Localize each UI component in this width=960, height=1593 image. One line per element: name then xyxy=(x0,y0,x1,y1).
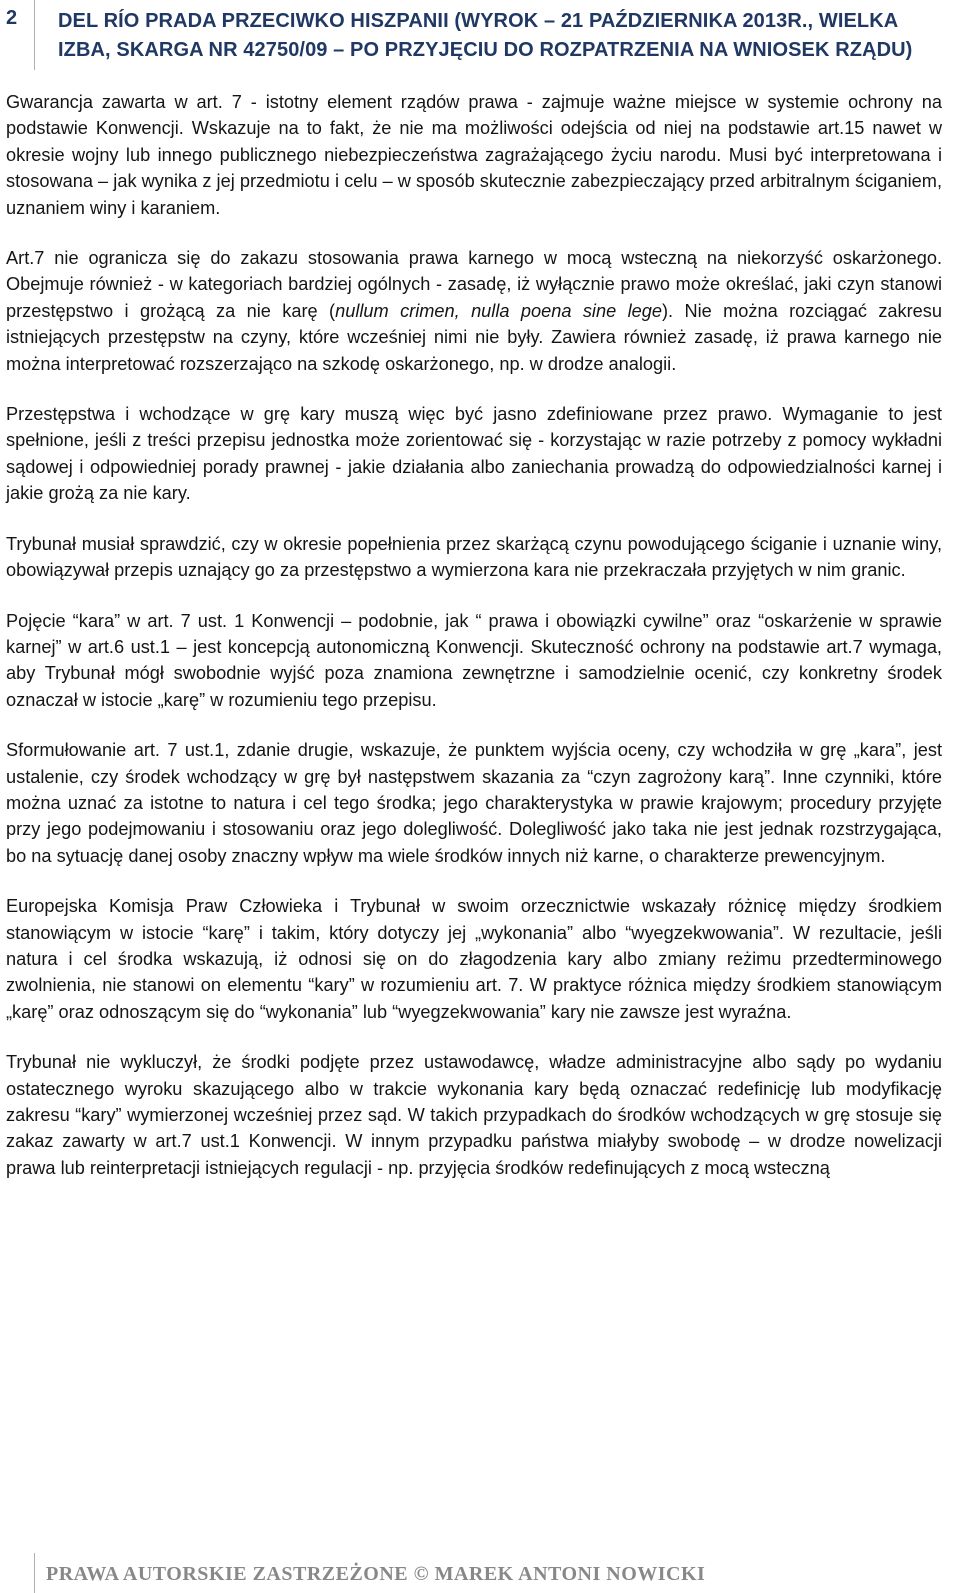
document-body xyxy=(6,89,942,1205)
latin-maxim: nullum crimen, nulla poena sine lege xyxy=(335,300,662,321)
paragraph-3: Przestępstwa i wchodzące w grę kary muszą więc być jasno zdefiniowane przez prawo. Wymaganie to jest spełnione, jeśli z treści przepisu jednostka może zorientować się - korzystając w razie potrzeby z pomocy wykładni sądowej i odpowiedniej porady prawnej - jakie działania albo zaniechania prowadzą do odpowiedzialności karnej i jakie grożą za nie kary. xyxy=(6,404,942,504)
paragraph-2-part-a: Art.7 nie ogranicza się do zakazu stosowania prawa karnego w mocą wsteczną na niekorzyść oskarżonego. Obejmuje również - w kategoriach bardziej ogólnych - zasadę, iż wyłącznie prawo może określać, jaki czyn stanowi przestępstwo i grożącą za nie karę ( xyxy=(6,248,942,321)
page-number: 2 xyxy=(6,7,18,29)
document-title: DEL RÍO PRADA PRZECIWKO HISZPANII (WYROK – 21 PAŹDZIERNIKA 2013R., WIELKA IZBA, SKARGA NR 42750/09 – PO PRZYJĘCIU DO ROZPATRZENIA NA WNIOSEK RZĄDU) xyxy=(58,10,913,61)
paragraph-5: Pojęcie “kara” w art. 7 ust. 1 Konwencji – podobnie, jak “ prawa i obowiązki cywilne” oraz “oskarżenie w sprawie karnej” w art.6 ust.1 – jest koncepcją autonomiczną Konwencji. Skuteczność ochrony na podstawie art.7 wymaga, aby Trybunał mógł swobodnie wyjść poza znamiona zewnętrzne i samodzielnie ocenić, czy konkretny środek oznaczał w istocie „karę” w rozumieniu tego przepisu. xyxy=(6,610,942,710)
paragraph-8: Trybunał nie wykluczył, że środki podjęte przez ustawodawcę, władze administracyjne albo sądy po wydaniu ostatecznego wyroku skazującego albo w trakcie wykonania kary będą oznaczać redefinicję lub modyfikację zakresu “kary” wymierzonej wcześniej przez sąd. W takich przypadkach do środków wchodzących w grę stosuje się zakaz zawarty w art.7 ust.1 Konwencji. W innym przypadku państwa miałyby swobodę – w drodze nowelizacji prawa lub reinterpretacji istniejących regulacji - np. przyjęcia środków redefinujących z mocą wsteczną xyxy=(6,1052,942,1178)
paragraph-4: Trybunał musiał sprawdzić, czy w okresie popełnienia przez skarżącą czynu powodującego ściganie i uznanie winy, obowiązywał przepis uznający go za przestępstwo a wymierzona kara nie przekraczała przyjętych w nim granic. xyxy=(6,533,942,581)
header-divider xyxy=(34,0,35,70)
page-header xyxy=(0,0,960,80)
paragraph-1: Gwarancja zawarta w art. 7 - istotny element rządów prawa - zajmuje ważne miejsce w systemie ochrony na podstawie Konwencji. Wskazuje na to fakt, że nie ma możliwości odejścia od niej na podstawie art.15 nawet w okresie wojny lub innego publicznego niebezpieczeństwa zagrażającego życiu narodu. Musi być interpretowana i stosowana – jak wynika z jej przedmiotu i celu – w sposób skutecznie zabezpieczający przed arbitralnym ściganiem, uznaniem winy i karaniem. xyxy=(6,92,942,218)
footer-divider xyxy=(34,1553,35,1593)
copyright-notice: PRAWA AUTORSKIE ZASTRZEŻONE © MAREK ANTONI NOWICKI xyxy=(46,1563,706,1585)
page-footer xyxy=(0,1553,960,1593)
paragraph-7: Europejska Komisja Praw Człowieka i Trybunał w swoim orzecznictwie wskazały różnicę między środkiem stanowiącym w istocie “karę” i takim, który dotyczy jej „wykonania” albo “wyegzekwowania”. W rezultacie, jeśli natura i cel środka wskazują, iż odnosi się on do złagodzenia kary albo zmiany reżimu przedterminowego zwolnienia, nie stanowi on elementu “kary” w rozumieniu art. 7. W praktyce różnica między środkiem stanowiącym „karę” oraz odnoszącym się do “wykonania” lub “wyegzekwowania” kary nie zawsze jest wyraźna. xyxy=(6,896,942,1022)
paragraph-2 xyxy=(6,245,942,377)
paragraph-6: Sformułowanie art. 7 ust.1, zdanie drugie, wskazuje, że punktem wyjścia oceny, czy wchodziła w grę „kara”, jest ustalenie, czy środek wchodzący w grę był następstwem skazania za “czyn zagrożony karą”. Inne czynniki, które można uznać za istotne to natura i cel tego środka; jego charakterystyka w prawie krajowym; procedury przyjęte przy jego podejmowaniu i stosowaniu oraz jego dolegliwość. Dolegliwość jako taka nie jest jednak rozstrzygająca, bo na sytuację danej osoby znaczny wpływ ma wiele środków innych niż karne, o charakterze prewencyjnym. xyxy=(6,740,942,866)
paragraph-2-part-b: ). Nie można rozciągać zakresu istniejących przestępstw na czyny, które wcześniej nimi nie były. Zawiera również zasadę, iż prawa karnego nie można interpretować rozszerzająco na szkodę oskarżonego, np. w drodze analogii. xyxy=(6,300,942,374)
